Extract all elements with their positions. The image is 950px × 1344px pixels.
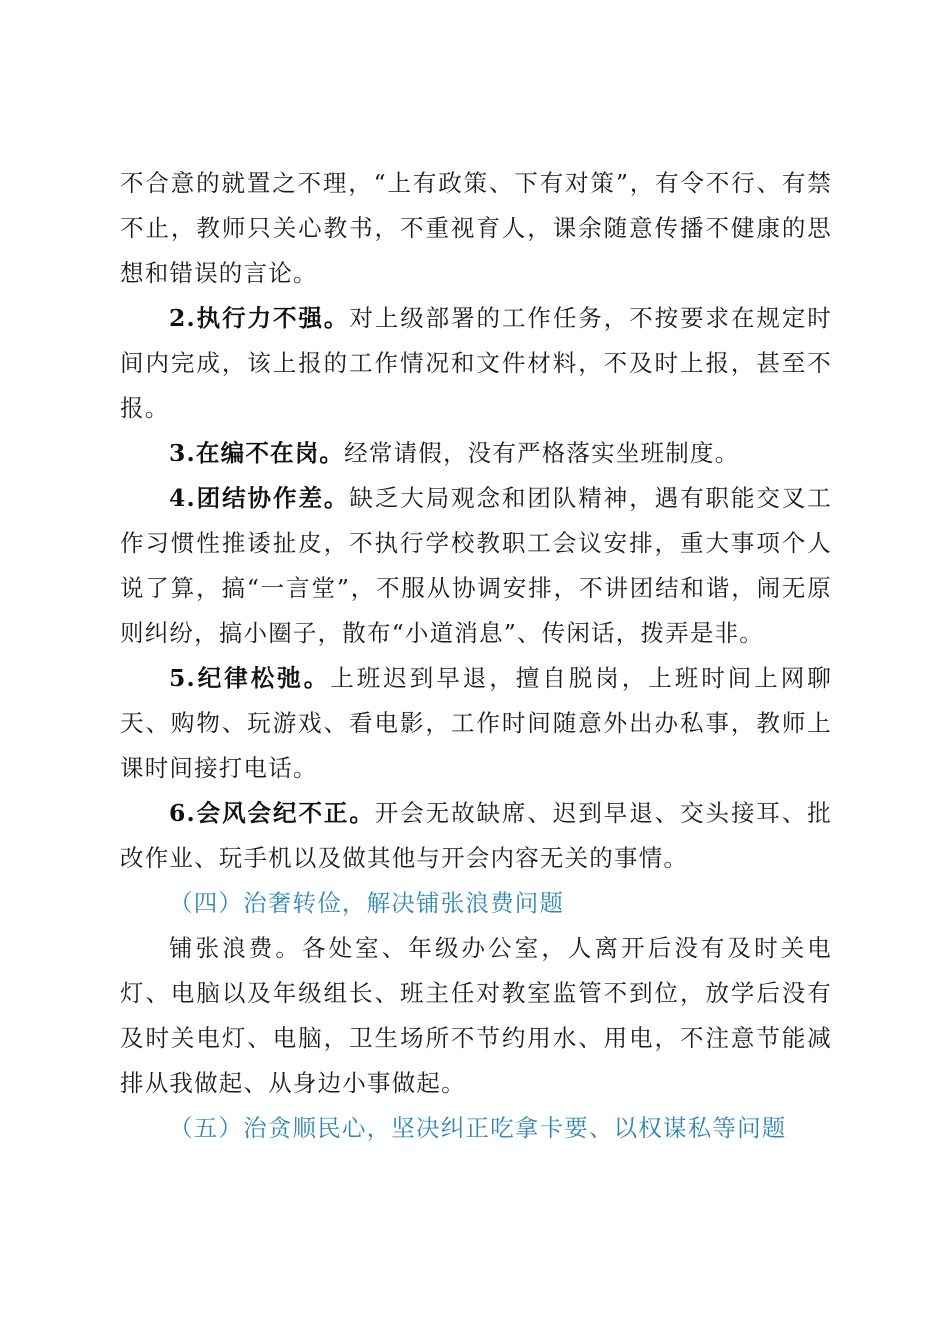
paragraph-text: 铺张浪费。各处室、年级办公室，人离开后没有及时关电灯、电脑以及年级组长、班主任对教室监管不到位，放学后没有及时关电灯、电脑，卫生场所不节约用水、用电，不注意节能减排从我做起、从身边小事做起。 — [120, 934, 832, 1097]
paragraph-text: 开会无故缺席、迟到早退、交头接耳、批改作业、玩手机以及做其他与开会内容无关的事情。 — [120, 799, 832, 872]
item-heading: 2.执行力不强。 — [169, 304, 350, 332]
item-heading: 3.在编不在岗。 — [169, 439, 345, 467]
paragraph-text: 不合意的就置之不理，“上有政策、下有对策”，有令不行、有禁不止，教师只关心教书，不重视育人，课余随意传播不健康的思想和错误的言论。 — [120, 169, 832, 287]
paragraph-text: 经常请假，没有严格落实坐班制度。 — [344, 439, 740, 467]
document-body — [120, 161, 832, 1151]
item-heading: 4.团结协作差。 — [169, 484, 350, 512]
paragraph-text: 缺乏大局观念和团队精神，遇有职能交叉工作习惯性推诿扯皮，不执行学校教职工会议安排，重大事项个人说了算，搞“一言堂”，不服从协调安排，不讲团结和谐，闹无原则纠纷，搞小圈子，散布“小道消息”、传闲话，拨弄是非。 — [120, 484, 832, 647]
section-heading-4: （四）治奢转俭，解决铺张浪费问题 — [169, 889, 565, 917]
item-heading: 5.纪律松弛。 — [169, 664, 331, 692]
paragraph-item-2 — [120, 296, 832, 431]
paragraph-item-6 — [120, 791, 832, 881]
paragraph-text: 对上级部署的工作任务，不按要求在规定时间内完成，该上报的工作情况和文件材料，不及时上报，甚至不报。 — [120, 304, 832, 422]
paragraph-continuation — [120, 161, 832, 296]
paragraph-item-3 — [120, 431, 832, 476]
paragraph-item-4 — [120, 476, 832, 656]
paragraph-text: 上班迟到早退，擅自脱岗，上班时间上网聊天、购物、玩游戏、看电影，工作时间随意外出办私事，教师上课时间接打电话。 — [120, 664, 832, 782]
section-heading-5: （五）治贪顺民心，坚决纠正吃拿卡要、以权谋私等问题 — [169, 1114, 787, 1142]
paragraph-waste — [120, 926, 832, 1106]
paragraph-item-5 — [120, 656, 832, 791]
item-heading: 6.会风会纪不正。 — [169, 799, 375, 827]
